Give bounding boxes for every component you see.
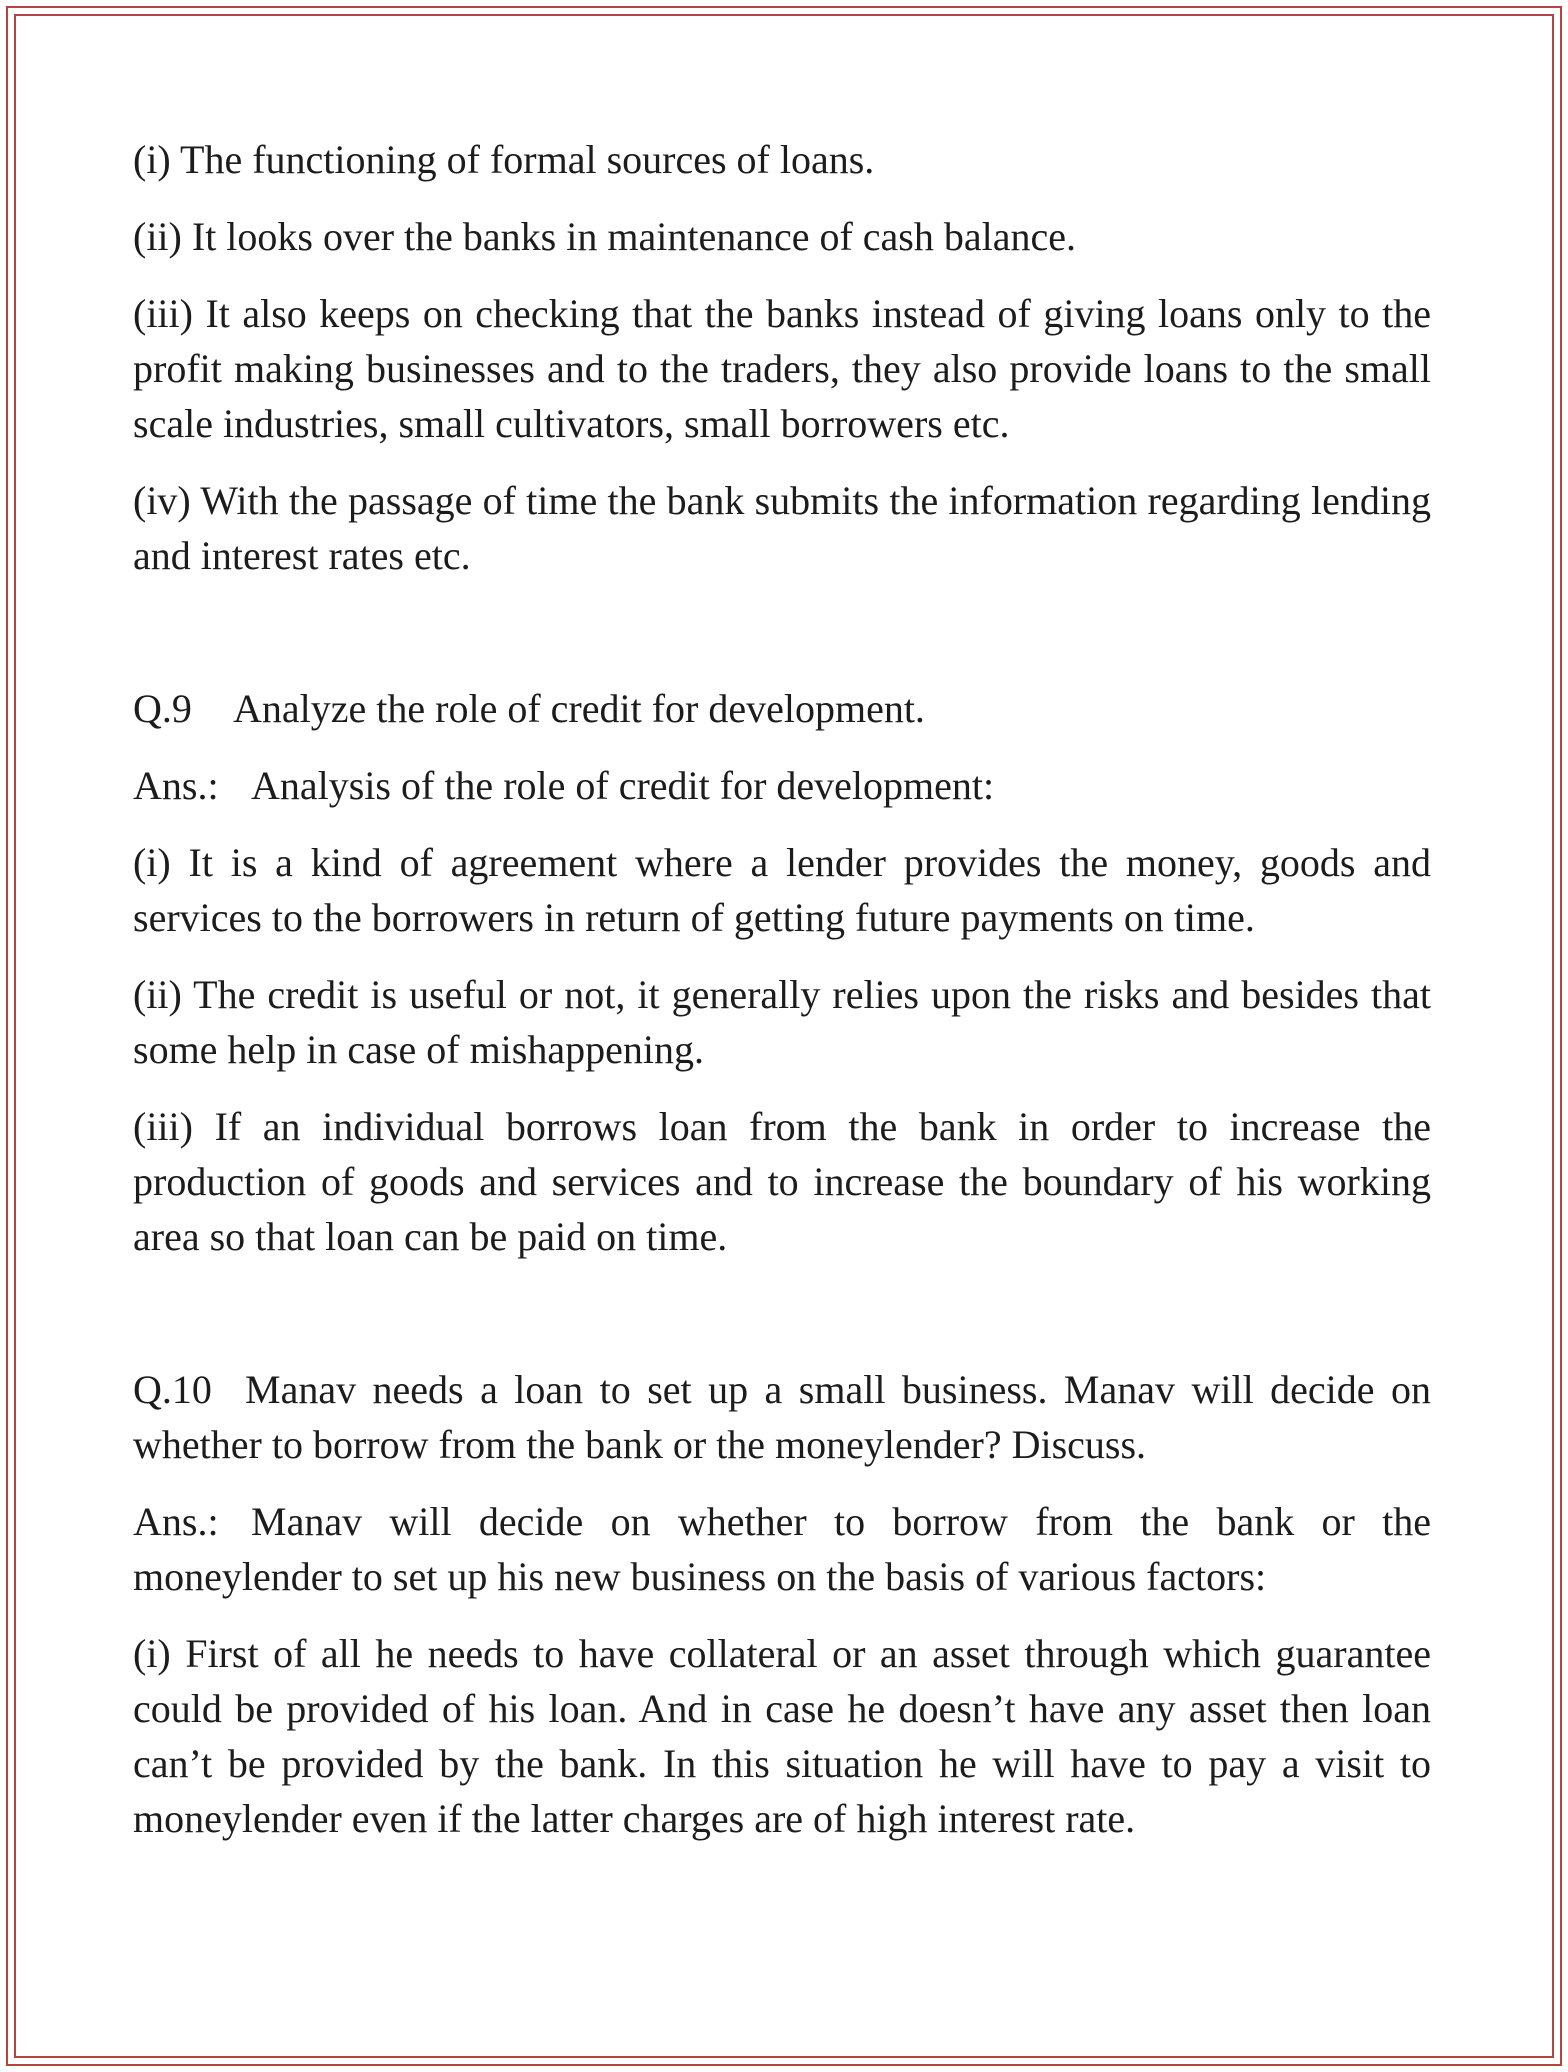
answer-9-point-i: (i) It is a kind of agreement where a lender provides the money, goods and services to the borrowers in return of getting future payments on time. [133,840,1431,940]
answer-10-label: Ans.: [133,1499,219,1544]
answer-9-label: Ans.: [133,763,219,808]
question-9-text: Analyze the role of credit for development. [233,686,925,731]
section-gap [133,605,1431,681]
document-body [133,132,1431,1868]
question-9 [133,681,1431,736]
answer-9-point-iii: (iii) If an individual borrows loan from the bank in order to increase the production of goods and services and to increase the boundary of his working area so that loan can be paid on time. [133,1104,1431,1259]
question-10-label: Q.10 [133,1367,212,1412]
point-1-iv: (iv) With the passage of time the bank submits the information regarding lending and interest rates etc. [133,478,1431,578]
point-1-i: (i) The functioning of formal sources of loans. [133,137,875,182]
answer-9-point-ii: (ii) The credit is useful or not, it generally relies upon the risks and besides that some help in case of mishappening. [133,972,1431,1072]
question-10 [133,1362,1431,1472]
answer-10-point-i: (i) First of all he needs to have collateral or an asset through which guarantee could be provided of his loan. And in case he doesn’t have any asset then loan can’t be provided by the bank. In this situation he will have to pay a visit to moneylender even if the latter charges are of high interest rate. [133,1631,1431,1841]
section-gap [133,1286,1431,1362]
answer-10-intro [133,1494,1431,1604]
answer-9-intro-text: Analysis of the role of credit for development: [251,763,995,808]
question-10-text: Manav needs a loan to set up a small business. Manav will decide on whether to borrow from the bank or the moneylender? Discuss. [133,1367,1431,1467]
question-9-label: Q.9 [133,686,192,731]
point-1-iii: (iii) It also keeps on checking that the banks instead of giving loans only to the profit making businesses and to the traders, they also provide loans to the small scale industries, small cultivators, small borrowers etc. [133,291,1431,446]
answer-10-intro-text: Manav will decide on whether to borrow from the bank or the moneylender to set up his new business on the basis of various factors: [133,1499,1431,1599]
answer-9-intro [133,758,1431,813]
point-1-ii: (ii) It looks over the banks in maintenance of cash balance. [133,214,1076,259]
